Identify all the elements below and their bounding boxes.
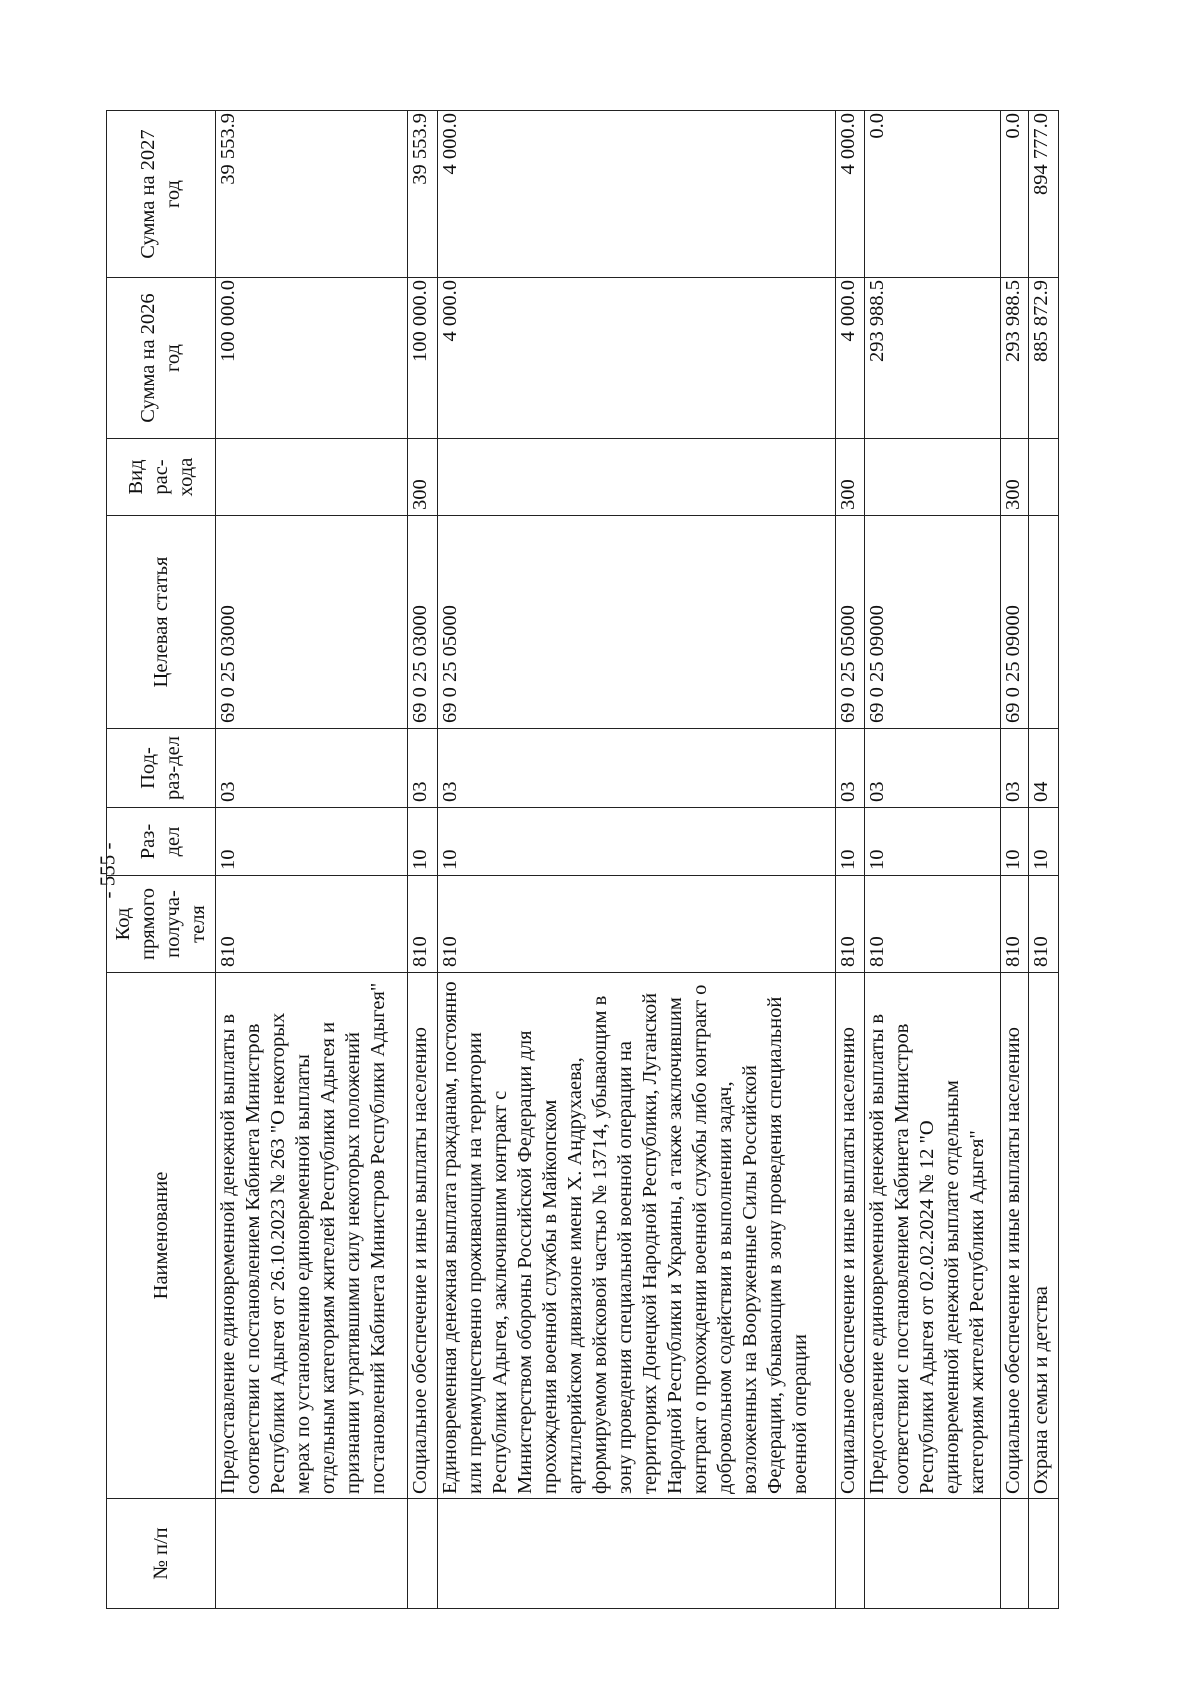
cell-recipient: 810 <box>1000 876 1029 973</box>
cell-subsection: 03 <box>216 729 408 808</box>
cell-subsection: 04 <box>1029 729 1059 808</box>
cell-target: 69 0 25 03000 <box>407 516 437 729</box>
cell-section: 10 <box>864 808 1000 876</box>
header-expense: Вид рас-хода <box>107 439 216 516</box>
header-name: Наименование <box>107 973 216 1499</box>
cell-subsection: 03 <box>407 729 437 808</box>
cell-num <box>437 1499 836 1609</box>
table-row <box>1029 111 1059 1609</box>
table-row <box>407 111 437 1609</box>
cell-num <box>836 1499 865 1609</box>
header-num: № п/п <box>107 1499 216 1609</box>
cell-name: Предоставление единовременной денежной выплаты в соответствии с постановлением Кабинета Министров Республики Адыгея от 02.02.2024 № 12 "О единовременной денежной выплате отдельным категориям жителей Республики Адыгея" <box>864 973 1000 1499</box>
cell-recipient: 810 <box>407 876 437 973</box>
cell-expense <box>1029 439 1059 516</box>
cell-subsection: 03 <box>836 729 865 808</box>
cell-target: 69 0 25 05000 <box>836 516 865 729</box>
cell-name: Охрана семьи и детства <box>1029 973 1059 1499</box>
cell-num <box>1000 1499 1029 1609</box>
cell-sum-2026: 100 000.0 <box>407 278 437 439</box>
cell-sum-2027: 894 777.0 <box>1029 111 1059 278</box>
cell-target <box>1029 516 1059 729</box>
header-sum-2027: Сумма на 2027 год <box>107 111 216 278</box>
cell-sum-2027: 0.0 <box>864 111 1000 278</box>
cell-recipient: 810 <box>437 876 836 973</box>
header-subsection: Под-раз-дел <box>107 729 216 808</box>
cell-expense <box>437 439 836 516</box>
table-row <box>1000 111 1029 1609</box>
cell-section: 10 <box>407 808 437 876</box>
cell-recipient: 810 <box>836 876 865 973</box>
cell-sum-2026: 293 988.5 <box>1000 278 1029 439</box>
cell-target: 69 0 25 03000 <box>216 516 408 729</box>
cell-section: 10 <box>1029 808 1059 876</box>
cell-name: Социальное обеспечение и иные выплаты населению <box>1000 973 1029 1499</box>
cell-expense: 300 <box>407 439 437 516</box>
cell-sum-2026: 4 000.0 <box>836 278 865 439</box>
cell-section: 10 <box>1000 808 1029 876</box>
cell-target: 69 0 25 05000 <box>437 516 836 729</box>
cell-num <box>1029 1499 1059 1609</box>
cell-num <box>407 1499 437 1609</box>
cell-sum-2026: 4 000.0 <box>437 278 836 439</box>
cell-num <box>216 1499 408 1609</box>
cell-sum-2026: 293 988.5 <box>864 278 1000 439</box>
cell-expense <box>864 439 1000 516</box>
cell-expense <box>216 439 408 516</box>
page-number: - 555 - <box>95 842 120 899</box>
cell-sum-2027: 4 000.0 <box>437 111 836 278</box>
cell-sum-2026: 100 000.0 <box>216 278 408 439</box>
cell-sum-2027: 0.0 <box>1000 111 1029 278</box>
cell-section: 10 <box>216 808 408 876</box>
cell-section: 10 <box>437 808 836 876</box>
header-row <box>107 111 216 1609</box>
cell-sum-2027: 39 553.9 <box>216 111 408 278</box>
cell-target: 69 0 25 09000 <box>864 516 1000 729</box>
cell-subsection: 03 <box>1000 729 1029 808</box>
budget-table-container <box>106 111 1059 1609</box>
cell-recipient: 810 <box>216 876 408 973</box>
cell-sum-2027: 4 000.0 <box>836 111 865 278</box>
cell-name: Социальное обеспечение и иные выплаты населению <box>836 973 865 1499</box>
cell-subsection: 03 <box>437 729 836 808</box>
header-target: Целевая статья <box>107 516 216 729</box>
cell-num <box>864 1499 1000 1609</box>
cell-name: Предоставление единовременной денежной выплаты в соответствии с постановлением Кабинета Министров Республики Адыгея от 26.10.2023 № 263 "О некоторых мерах по установлению единовременной выплаты отдельным категориям жителей Республики Адыгея и признании утратившими силу некоторых положений постановлений Кабинета Министров Республики Адыгея" <box>216 973 408 1499</box>
table-row <box>216 111 408 1609</box>
cell-sum-2026: 885 872.9 <box>1029 278 1059 439</box>
cell-sum-2027: 39 553.9 <box>407 111 437 278</box>
cell-expense: 300 <box>836 439 865 516</box>
cell-recipient: 810 <box>1029 876 1059 973</box>
cell-name: Социальное обеспечение и иные выплаты населению <box>407 973 437 1499</box>
table-row <box>864 111 1000 1609</box>
table-row <box>437 111 836 1609</box>
header-sum-2026: Сумма на 2026 год <box>107 278 216 439</box>
budget-table <box>106 110 1059 1609</box>
cell-section: 10 <box>836 808 865 876</box>
header-section: Раз-дел <box>107 808 216 876</box>
cell-expense: 300 <box>1000 439 1029 516</box>
cell-recipient: 810 <box>864 876 1000 973</box>
cell-target: 69 0 25 09000 <box>1000 516 1029 729</box>
cell-name: Единовременная денежная выплата гражданам, постоянно или преимущественно проживающим на территории Республики Адыгея, заключившим контракт с Министерством обороны Российской Федерации для прохождения военной службы в Майкопском артиллерийском дивизионе имени Х. Андрухаева, формируемом войсковой частью № 13714, убывающим в зону проведения специальной военной операции на территориях Донецкой Народной Республики, Луганской Народной Республики и Украины, а также заключившим контракт о прохождении военной службы либо контракт о добровольном содействии в выполнении задач, возложенных на Вооруженные Силы Российской Федерации, убывающим в зону проведения специальной военной операции <box>437 973 836 1499</box>
table-row <box>836 111 865 1609</box>
cell-subsection: 03 <box>864 729 1000 808</box>
header-recipient: Код прямого получа-теля <box>107 876 216 973</box>
